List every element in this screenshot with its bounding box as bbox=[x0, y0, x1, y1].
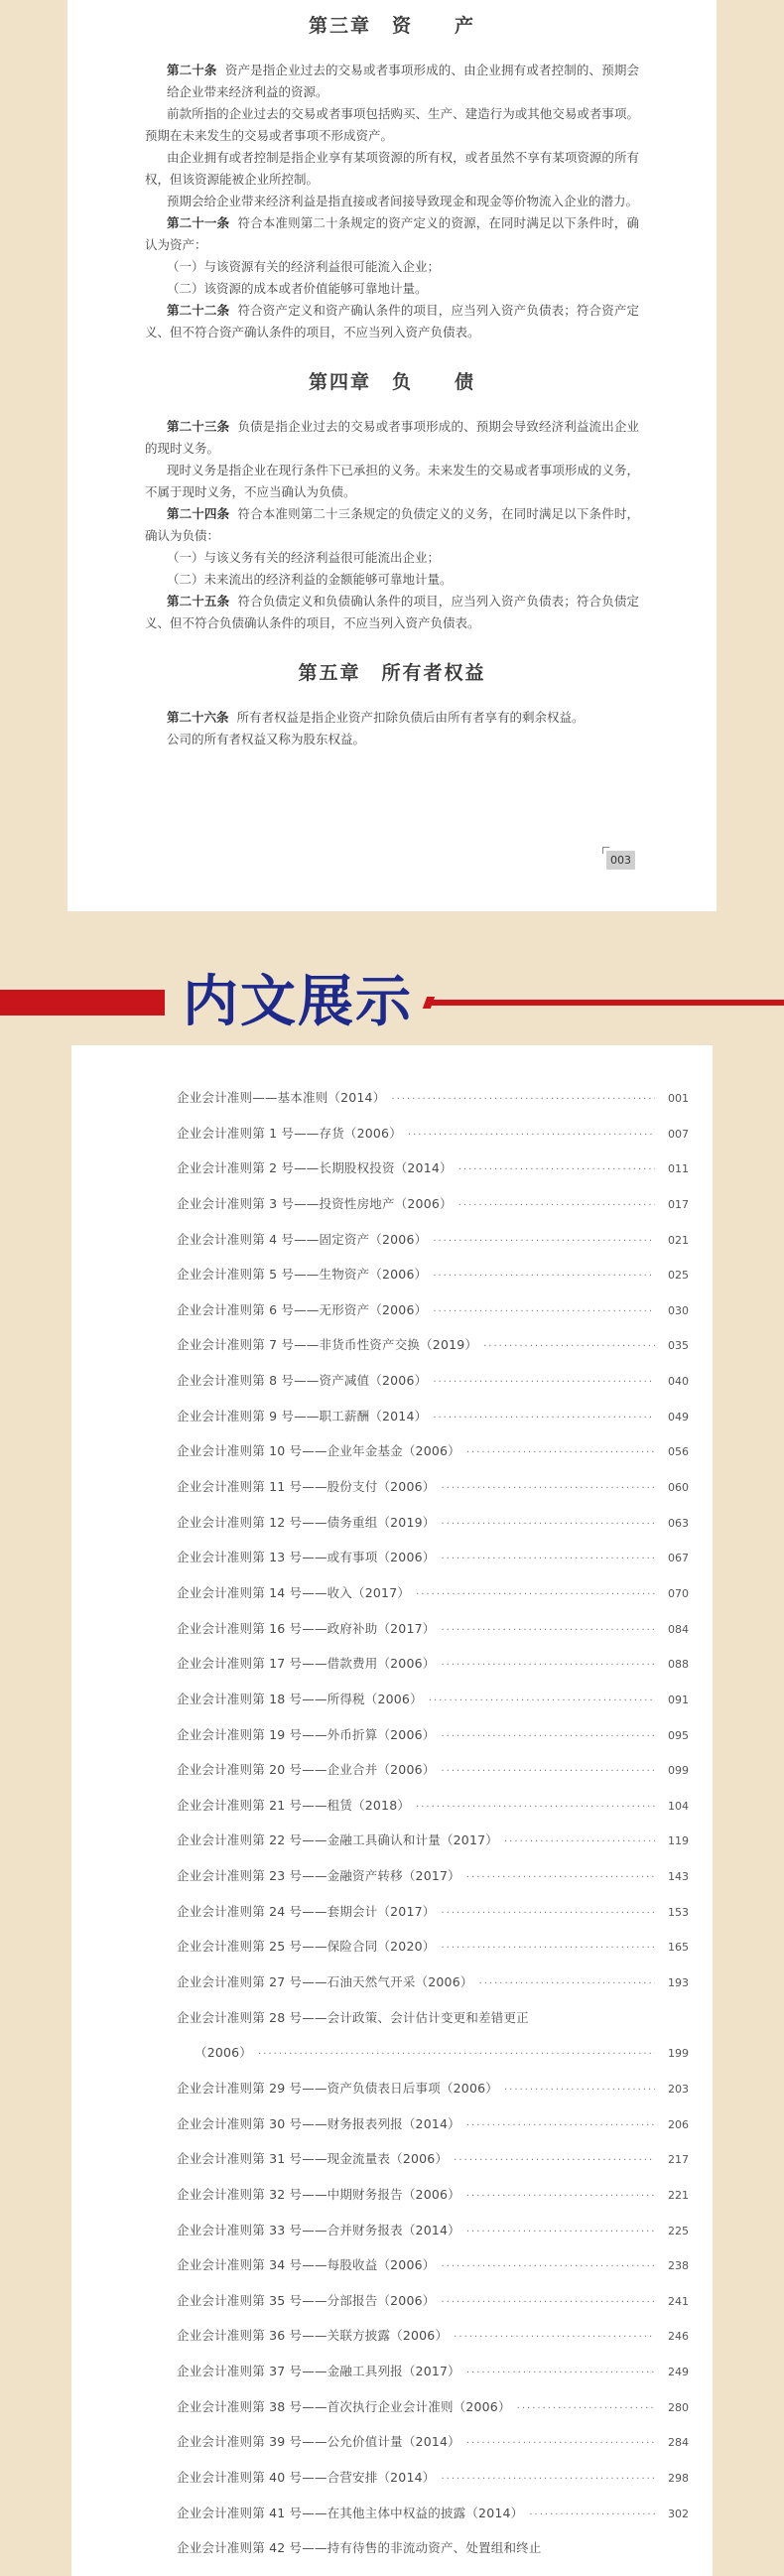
toc-entry bbox=[177, 1222, 689, 1258]
toc-entry-page: 001 bbox=[668, 1092, 689, 1105]
toc-entry-title: 企业会计准则第 11 号——股份支付（2006） bbox=[177, 1479, 436, 1495]
toc-leader-dots bbox=[458, 1188, 655, 1224]
toc-entry bbox=[177, 1399, 689, 1434]
toc-entry-title: 企业会计准则第 2 号——长期股权投资（2014） bbox=[177, 1160, 453, 1176]
toc-leader-dots bbox=[433, 1224, 655, 1260]
toc-entry-title: 企业会计准则第 25 号——保险合同（2020） bbox=[177, 1939, 436, 1955]
toc-entry-title: 企业会计准则第 12 号——债务重组（2019） bbox=[177, 1514, 436, 1530]
toc-entry-page: 091 bbox=[668, 1693, 689, 1706]
toc-entry bbox=[177, 1823, 689, 1858]
toc-leader-dots bbox=[416, 1577, 655, 1613]
toc-entry-page: 193 bbox=[668, 1976, 689, 1990]
toc-leader-dots bbox=[433, 1365, 655, 1401]
toc-entry bbox=[177, 1929, 689, 1965]
toc-leader-dots bbox=[504, 2073, 655, 2108]
chapter-5-title: 第五章 所有者权益 bbox=[298, 662, 486, 684]
toc-leader-dots bbox=[529, 2498, 655, 2533]
toc-entry-page: 021 bbox=[668, 1233, 689, 1247]
article-20-para-4: 预期会给企业带来经济利益是指直接或者间接导致现金和现金等价物流入企业的潜力。 bbox=[167, 194, 639, 208]
article-22-text: 符合资产定义和资产确认条件的项目，应当列入资产负债表；符合资产定义、但不符合资产确认条件的项目，不应当列入资产负债表。 bbox=[145, 303, 639, 339]
article-26-text: 所有者权益是指企业资产扣除负债后由所有者享有的剩余权益。 bbox=[236, 710, 585, 725]
toc-entry-page: 143 bbox=[668, 1870, 689, 1884]
toc-entry-title: 企业会计准则第 21 号——租赁（2018） bbox=[177, 1797, 411, 1813]
toc-entry-page: 060 bbox=[668, 1481, 689, 1495]
toc-entry-title: 企业会计准则第 18 号——所得税（2006） bbox=[177, 1691, 423, 1706]
toc-leader-dots bbox=[391, 1082, 655, 1118]
toc-entry-page: 153 bbox=[668, 1905, 689, 1919]
toc-entry-page: 084 bbox=[668, 1622, 689, 1636]
toc-leader-dots bbox=[441, 1542, 655, 1577]
toc-entry bbox=[177, 1646, 689, 1682]
toc-entry-title: （2006） bbox=[195, 2045, 253, 2061]
toc-entry-title: 企业会计准则第 38 号——首次执行企业会计准则（2006） bbox=[177, 2398, 511, 2414]
toc-leader-dots bbox=[483, 1329, 655, 1365]
toc-entry bbox=[177, 1292, 689, 1328]
article-23-text: 负债是指企业过去的交易或者事项形成的、预期会导致经济利益流出企业的现时义务。 bbox=[145, 419, 639, 456]
article-25 bbox=[145, 591, 639, 634]
toc-entry-page: 035 bbox=[668, 1339, 689, 1353]
toc-entry bbox=[177, 2000, 689, 2036]
toc-entry-title: 企业会计准则第 30 号——财务报表列报（2014） bbox=[177, 2115, 460, 2131]
toc-entry bbox=[177, 1186, 689, 1222]
toc-entry bbox=[177, 2283, 689, 2319]
toc-entry-title: 企业会计准则第 27 号——石油天然气开采（2006） bbox=[177, 1974, 473, 1990]
toc-entry-page: 225 bbox=[668, 2224, 689, 2237]
article-24-text: 符合本准则第二十三条规定的负债定义的义务，在同时满足以下条件时，确认为负债： bbox=[145, 506, 639, 543]
toc-leader-dots bbox=[466, 1860, 655, 1896]
toc-entry bbox=[177, 1469, 689, 1505]
toc-entry bbox=[177, 2035, 689, 2071]
toc-entry bbox=[177, 1611, 689, 1647]
toc-entry bbox=[177, 1965, 689, 2000]
toc-entry-page: 030 bbox=[668, 1303, 689, 1317]
toc-entry-title: 企业会计准则第 8 号——资产减值（2006） bbox=[177, 1373, 428, 1389]
toc-entry-page: 088 bbox=[668, 1658, 689, 1672]
article-21-item-1: （一）与该资源有关的经济利益很可能流入企业； bbox=[167, 259, 441, 274]
toc-entry bbox=[177, 1363, 689, 1399]
toc-leader-dots bbox=[416, 1790, 655, 1826]
article-23-para-2: 现时义务是指企业在现行条件下已承担的义务。未来发生的交易或者事项形成的义务，不属于现时义务，不应当确认为负债。 bbox=[145, 463, 639, 499]
toc-leader-dots bbox=[433, 1259, 655, 1294]
toc-entry-title: 企业会计准则第 37 号——金融工具列报（2017） bbox=[177, 2364, 460, 2379]
toc-entry-page: 241 bbox=[668, 2294, 689, 2308]
toc-entry-page: 165 bbox=[668, 1941, 689, 1955]
book-page-003 bbox=[67, 0, 717, 911]
toc-entry-title: 企业会计准则第 4 号——固定资产（2006） bbox=[177, 1231, 428, 1247]
article-24 bbox=[145, 503, 639, 547]
toc-entry-title: 企业会计准则第 42 号——持有待售的非流动资产、处置组和终止 bbox=[177, 2540, 542, 2556]
toc-page bbox=[71, 1045, 713, 2576]
toc-entry bbox=[177, 1505, 689, 1541]
toc-leader-dots bbox=[408, 1118, 655, 1153]
toc-entry-title: 企业会计准则第 20 号——企业合并（2006） bbox=[177, 1762, 436, 1778]
toc-entry-title: 企业会计准则——基本准则（2014） bbox=[177, 1090, 386, 1105]
toc-leader-dots bbox=[433, 1294, 655, 1330]
article-21 bbox=[145, 212, 639, 256]
toc-entry-page: 280 bbox=[668, 2400, 689, 2414]
article-22-label: 第二十二条 bbox=[167, 303, 230, 318]
toc-entry-title: 企业会计准则第 7 号——非货币性资产交换（2019） bbox=[177, 1337, 478, 1353]
toc-entry-title: 企业会计准则第 16 号——政府补助（2017） bbox=[177, 1620, 436, 1636]
toc-entry bbox=[177, 2389, 689, 2425]
toc-entry-page: 049 bbox=[668, 1410, 689, 1424]
article-21-text: 符合本准则第二十条规定的资产定义的资源，在同时满足以下条件时，确认为资产： bbox=[145, 215, 639, 252]
chapter-4-title: 第四章 负 债 bbox=[308, 371, 475, 393]
toc-entry-title: 企业会计准则第 22 号——金融工具确认和计量（2017） bbox=[177, 1832, 498, 1848]
toc-entry-title: 企业会计准则第 39 号——公允价值计量（2014） bbox=[177, 2434, 460, 2450]
toc-entry bbox=[177, 2424, 689, 2460]
page-number: 003 bbox=[606, 851, 635, 870]
toc-leader-dots bbox=[441, 2249, 655, 2285]
toc-entry-title: 企业会计准则第 41 号——在其他主体中权益的披露（2014） bbox=[177, 2505, 524, 2520]
toc-entry-page: 095 bbox=[668, 1728, 689, 1742]
section-banner bbox=[0, 968, 784, 1037]
toc-entry bbox=[177, 2460, 689, 2496]
toc-leader-dots bbox=[258, 2037, 655, 2073]
toc-entry-title: 企业会计准则第 19 号——外币折算（2006） bbox=[177, 1726, 436, 1742]
article-20-para-2: 前款所指的企业过去的交易或者事项包括购买、生产、建造行为或其他交易或者事项。预期在未来发生的交易或者事项不形成资产。 bbox=[145, 106, 639, 143]
toc-entry-title: 企业会计准则第 29 号——资产负债表日后事项（2006） bbox=[177, 2080, 498, 2096]
article-26-label: 第二十六条 bbox=[167, 710, 229, 725]
toc-entry bbox=[177, 2177, 689, 2213]
toc-entry-title: 企业会计准则第 23 号——金融资产转移（2017） bbox=[177, 1868, 460, 1884]
toc-entry bbox=[177, 1433, 689, 1469]
article-20-text: 资产是指企业过去的交易或者事项形成的、由企业拥有或者控制的、预期会给企业带来经济利益的资源。 bbox=[167, 63, 639, 99]
article-24-label: 第二十四条 bbox=[167, 506, 230, 521]
toc-entry-title: 企业会计准则第 35 号——分部报告（2006） bbox=[177, 2292, 436, 2308]
article-20-label: 第二十条 bbox=[167, 63, 217, 77]
toc-entry-page: 067 bbox=[668, 1552, 689, 1565]
toc-entry-page: 040 bbox=[668, 1375, 689, 1389]
toc-entry-title: 企业会计准则第 28 号——会计政策、会计估计变更和差错更正 bbox=[177, 2009, 529, 2025]
toc-leader-dots bbox=[454, 2320, 655, 2356]
toc-entry-page: 099 bbox=[668, 1764, 689, 1778]
toc-entry-page: 238 bbox=[668, 2259, 689, 2273]
toc-entry-page: 056 bbox=[668, 1445, 689, 1459]
toc-entry-page: 249 bbox=[668, 2366, 689, 2379]
toc-entry bbox=[177, 2071, 689, 2106]
toc-entry-page: 017 bbox=[668, 1197, 689, 1211]
toc-entry-title: 企业会计准则第 33 号——合并财务报表（2014） bbox=[177, 2222, 460, 2237]
toc-entry-page: 063 bbox=[668, 1516, 689, 1530]
toc-entry-title: 企业会计准则第 9 号——职工薪酬（2014） bbox=[177, 1408, 428, 1424]
toc-entry-title: 企业会计准则第 24 号——套期会计（2017） bbox=[177, 1903, 436, 1919]
toc-entry-title: 企业会计准则第 6 号——无形资产（2006） bbox=[177, 1301, 428, 1317]
toc-entry-title: 企业会计准则第 34 号——每股收益（2006） bbox=[177, 2257, 436, 2273]
toc-entry-page: 206 bbox=[668, 2117, 689, 2131]
toc-leader-dots bbox=[466, 2179, 655, 2215]
toc-entry-page: 007 bbox=[668, 1127, 689, 1141]
toc-entry bbox=[177, 1788, 689, 1824]
toc-leader-dots bbox=[466, 1435, 655, 1471]
toc-entry bbox=[177, 1682, 689, 1717]
toc-leader-dots bbox=[466, 2108, 655, 2144]
toc-entry bbox=[177, 2141, 689, 2177]
article-26 bbox=[145, 707, 639, 729]
chapter-3-title: 第三章 资 产 bbox=[308, 15, 475, 37]
toc-entry bbox=[177, 1858, 689, 1894]
toc-leader-dots bbox=[441, 1648, 655, 1684]
article-24-item-1: （一）与该义务有关的经济利益很可能流出企业； bbox=[167, 550, 441, 565]
toc-leader-dots bbox=[441, 1507, 655, 1543]
toc-leader-dots bbox=[466, 2215, 655, 2250]
toc-leader-dots bbox=[504, 1825, 655, 1860]
article-26-para-2: 公司的所有者权益又称为股东权益。 bbox=[167, 732, 366, 746]
toc-entry-title: 企业会计准则第 5 号——生物资产（2006） bbox=[177, 1267, 428, 1283]
toc-entry-page: 011 bbox=[668, 1162, 689, 1176]
toc-entry bbox=[177, 2530, 689, 2566]
article-23-label: 第二十三条 bbox=[167, 419, 230, 434]
toc-entry-page: 298 bbox=[668, 2471, 689, 2485]
toc-leader-dots bbox=[454, 2143, 655, 2179]
toc-leader-dots bbox=[441, 2285, 655, 2321]
toc-entry bbox=[177, 1257, 689, 1292]
toc-leader-dots bbox=[433, 1401, 655, 1436]
toc-leader-dots bbox=[517, 2391, 655, 2427]
toc-leader-dots bbox=[429, 1684, 655, 1719]
banner-bar-right bbox=[429, 1000, 784, 1006]
toc-entry-page: 302 bbox=[668, 2507, 689, 2520]
toc-entry bbox=[177, 2496, 689, 2531]
article-25-label: 第二十五条 bbox=[167, 594, 230, 609]
toc-entry-title: 企业会计准则第 13 号——或有事项（2006） bbox=[177, 1550, 436, 1565]
toc-entry-title: 企业会计准则第 14 号——收入（2017） bbox=[177, 1584, 411, 1600]
toc-entry bbox=[177, 2354, 689, 2389]
toc-entry-page: 104 bbox=[668, 1799, 689, 1813]
toc-entry bbox=[177, 1894, 689, 1930]
toc-list bbox=[177, 1080, 689, 2566]
toc-entry-page: 203 bbox=[668, 2082, 689, 2096]
toc-entry bbox=[177, 1151, 689, 1186]
toc-entry bbox=[177, 1752, 689, 1788]
article-24-item-2: （二）未来流出的经济利益的金额能够可靠地计量。 bbox=[167, 572, 453, 587]
toc-entry-page: 025 bbox=[668, 1269, 689, 1283]
toc-entry-page: 199 bbox=[668, 2047, 689, 2061]
toc-entry-page: 070 bbox=[668, 1586, 689, 1600]
toc-entry bbox=[177, 1575, 689, 1611]
toc-entry-title: 企业会计准则第 36 号——关联方披露（2006） bbox=[177, 2328, 449, 2344]
toc-leader-dots bbox=[441, 1471, 655, 1507]
toc-leader-dots bbox=[441, 1613, 655, 1649]
article-22 bbox=[145, 300, 639, 343]
toc-leader-dots bbox=[441, 2462, 655, 2498]
toc-entry bbox=[177, 1080, 689, 1116]
toc-entry-title: 企业会计准则第 17 号——借款费用（2006） bbox=[177, 1656, 436, 1672]
article-23 bbox=[145, 416, 639, 460]
banner-title: 内文展示 bbox=[183, 970, 413, 1034]
toc-entry bbox=[177, 2318, 689, 2354]
toc-entry bbox=[177, 1717, 689, 1753]
toc-leader-dots bbox=[441, 1754, 655, 1790]
toc-entry bbox=[177, 2247, 689, 2283]
toc-entry-title: 企业会计准则第 10 号——企业年金基金（2006） bbox=[177, 1443, 460, 1459]
toc-entry-title: 企业会计准则第 31 号——现金流量表（2006） bbox=[177, 2151, 449, 2167]
toc-entry bbox=[177, 2213, 689, 2248]
toc-leader-dots bbox=[441, 1719, 655, 1755]
toc-leader-dots bbox=[441, 1896, 655, 1932]
toc-entry-title: 企业会计准则第 3 号——投资性房地产（2006） bbox=[177, 1195, 453, 1211]
toc-leader-dots bbox=[441, 1931, 655, 1966]
article-20-para-3: 由企业拥有或者控制是指企业享有某项资源的所有权，或者虽然不享有某项资源的所有权，但该资源能被企业所控制。 bbox=[145, 150, 639, 187]
toc-leader-dots bbox=[466, 2356, 655, 2391]
toc-entry-title: 企业会计准则第 1 号——存货（2006） bbox=[177, 1125, 402, 1141]
toc-leader-dots bbox=[458, 1152, 655, 1188]
article-20 bbox=[145, 60, 639, 103]
toc-entry bbox=[177, 1327, 689, 1363]
toc-leader-dots bbox=[479, 1966, 655, 2002]
toc-entry-page: 221 bbox=[668, 2188, 689, 2202]
toc-entry-page: 246 bbox=[668, 2330, 689, 2344]
article-25-text: 符合负债定义和负债确认条件的项目，应当列入资产负债表；符合负债定义、但不符合负债确认条件的项目，不应当列入资产负债表。 bbox=[145, 594, 639, 630]
toc-entry-page: 217 bbox=[668, 2153, 689, 2167]
toc-entry-title: 企业会计准则第 40 号——合营安排（2014） bbox=[177, 2469, 436, 2485]
toc-leader-dots bbox=[466, 2426, 655, 2462]
toc-entry bbox=[177, 2106, 689, 2142]
article-21-item-2: （二）该资源的成本或者价值能够可靠地计量。 bbox=[167, 281, 428, 296]
toc-entry-page: 119 bbox=[668, 1834, 689, 1848]
toc-entry bbox=[177, 1540, 689, 1575]
banner-bar-left bbox=[0, 990, 165, 1016]
toc-entry-title: 企业会计准则第 32 号——中期财务报告（2006） bbox=[177, 2186, 460, 2202]
toc-entry-page: 284 bbox=[668, 2436, 689, 2450]
toc-entry bbox=[177, 1116, 689, 1152]
article-21-label: 第二十一条 bbox=[167, 215, 230, 230]
